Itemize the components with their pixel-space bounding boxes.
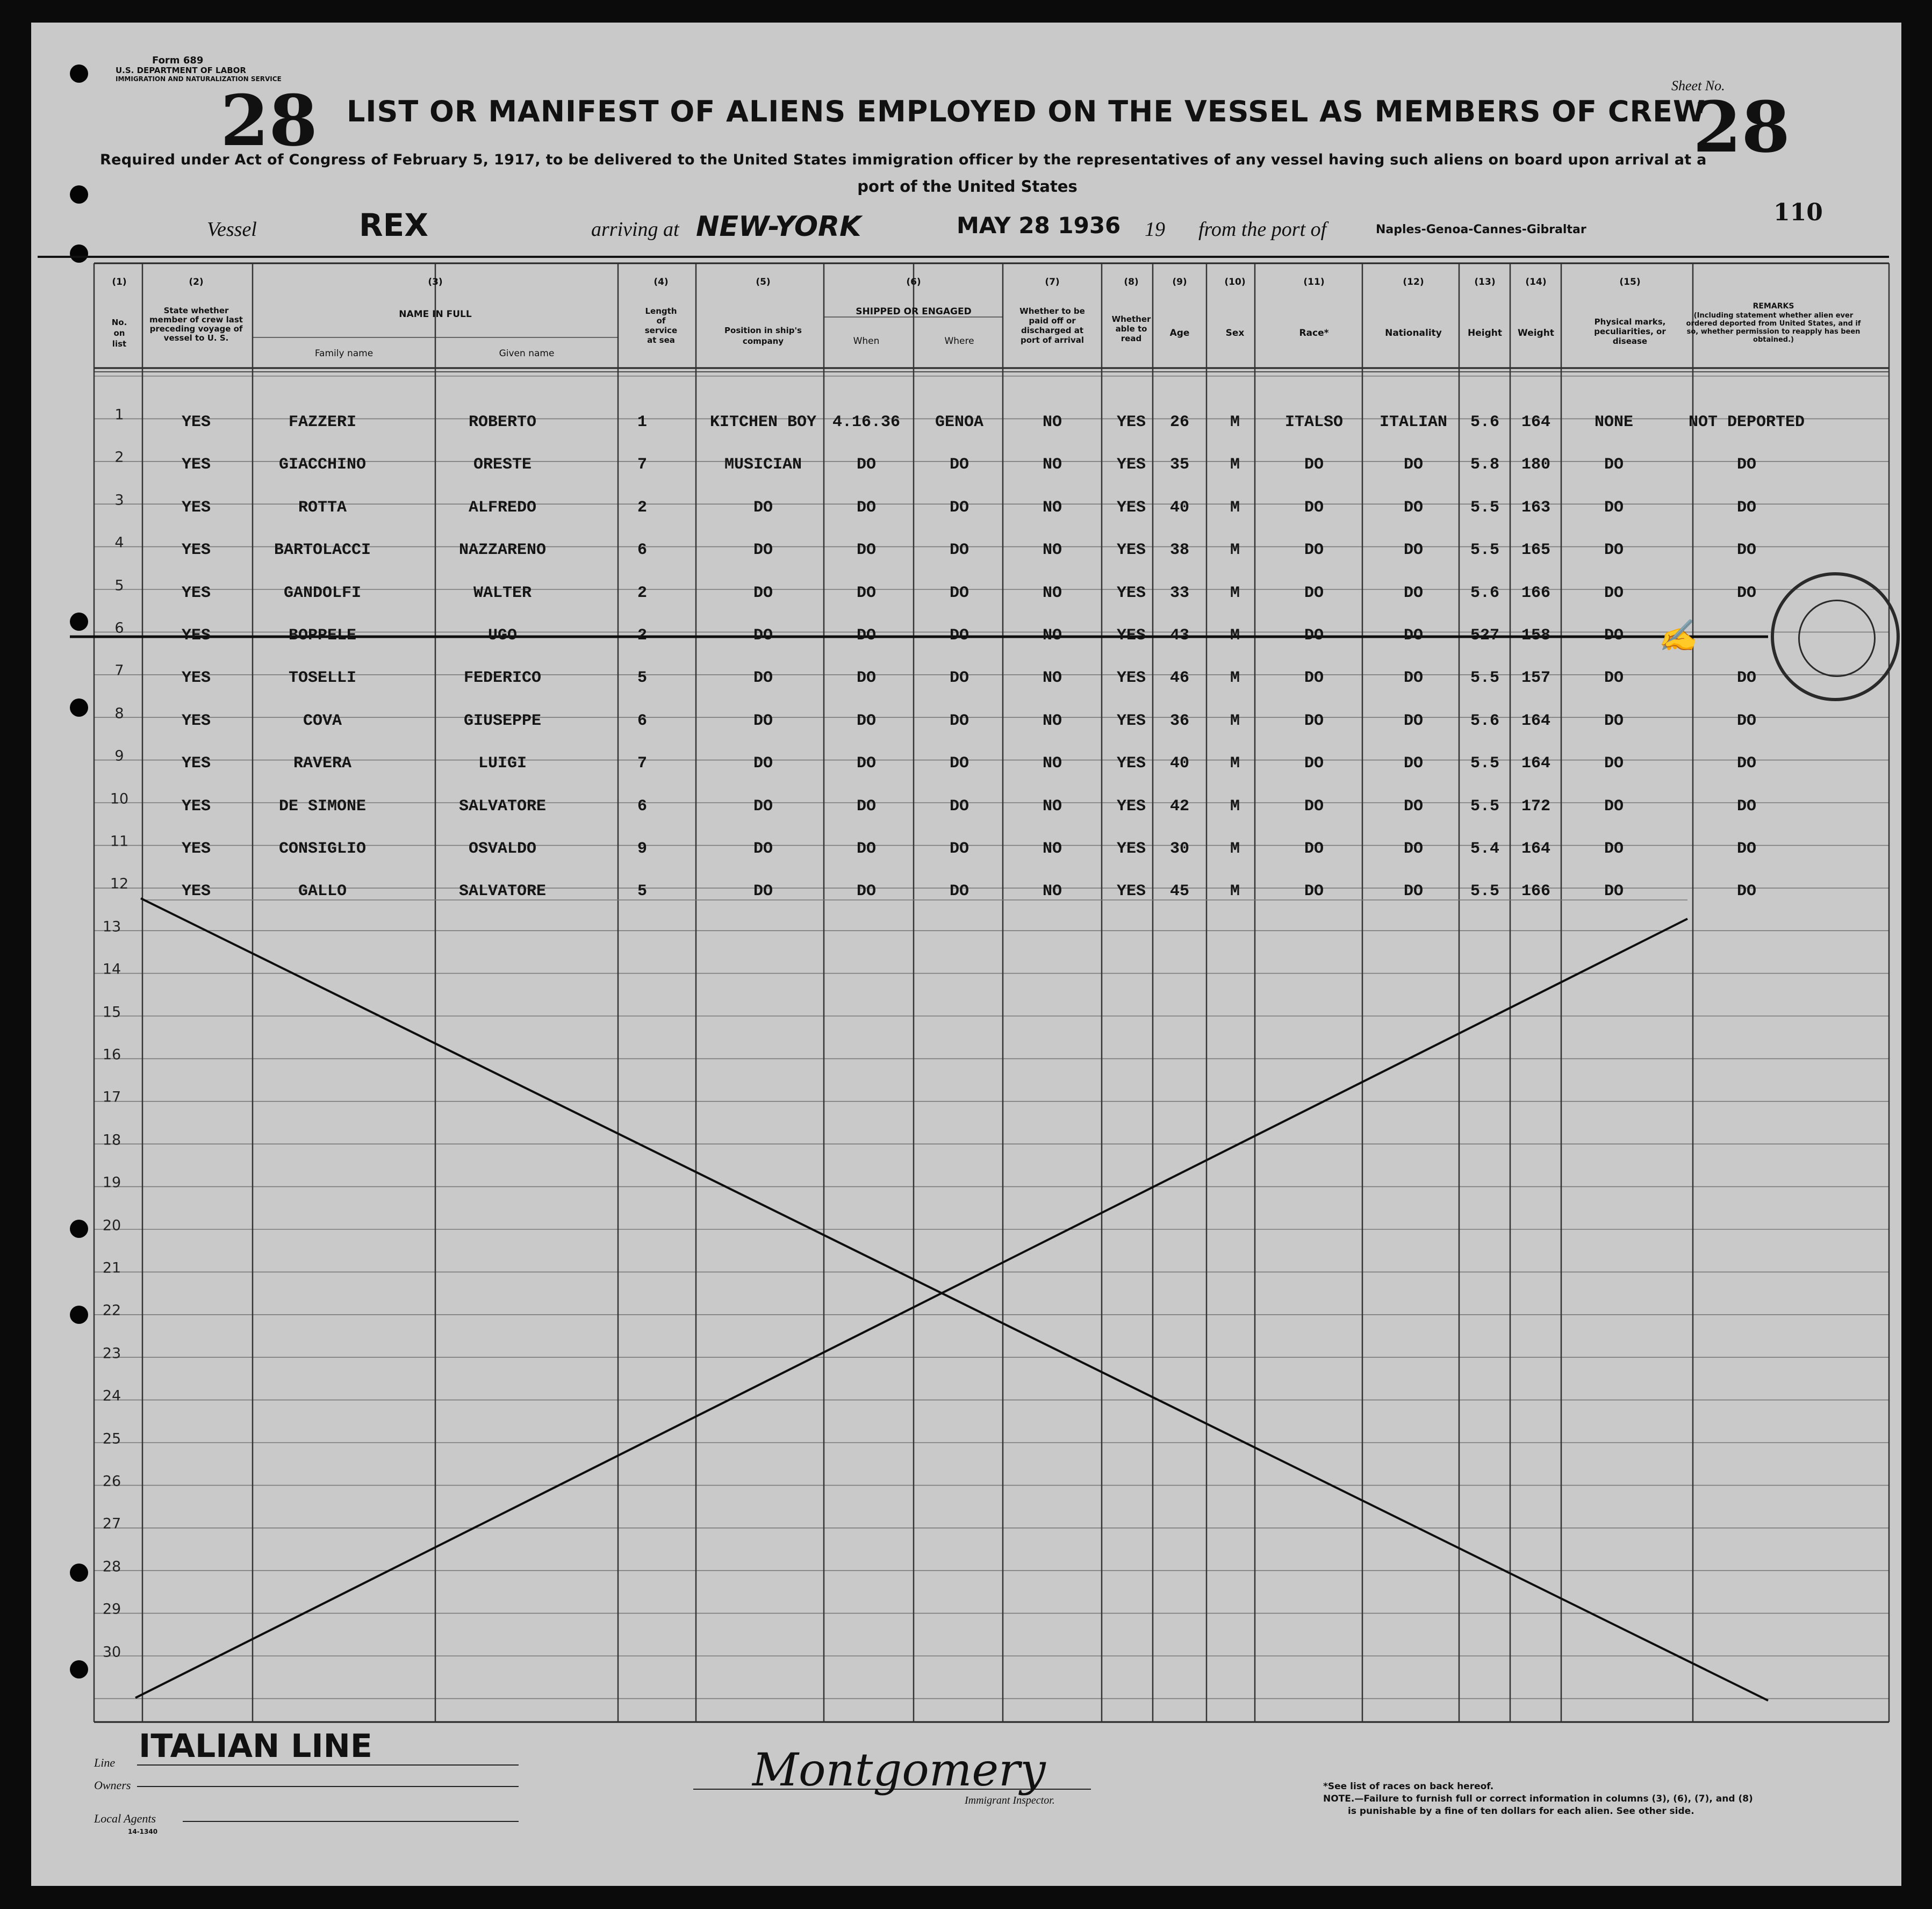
row-number: 12 — [110, 875, 129, 892]
cell-where: DO — [949, 711, 969, 730]
cell-family: FAZZERI — [288, 413, 357, 431]
cell-position: DO — [753, 583, 773, 602]
cell-age: 40 — [1169, 498, 1190, 517]
row-number: 18 — [102, 1132, 121, 1149]
col-num: (2) — [189, 277, 204, 287]
cell-height: 5.6 — [1470, 583, 1500, 602]
col-num: (14) — [1525, 277, 1547, 287]
cell-physical: DO — [1604, 797, 1624, 816]
row-number: 25 — [102, 1430, 121, 1447]
cell-state: YES — [181, 840, 211, 858]
header-family-name: Family name — [314, 348, 374, 359]
vessel-name: REX — [359, 207, 428, 243]
col-num: (7) — [1045, 277, 1060, 287]
row-number: 27 — [102, 1515, 121, 1532]
cell-paid: NO — [1042, 754, 1062, 773]
row-number: 4 — [114, 534, 124, 551]
row-number: 24 — [102, 1387, 121, 1404]
department-name: U.S. DEPARTMENT OF LABOR — [116, 66, 246, 75]
cell-length: 2 — [637, 583, 648, 602]
col-num: (8) — [1124, 277, 1139, 287]
cell-length: 5 — [637, 882, 648, 901]
header-remarks-note: (Including statement whether alien ever ordered deported from United States, and if so, whether permission to reapply has been obtained.) — [1686, 312, 1861, 344]
cell-family: DE SIMONE — [278, 797, 367, 816]
cell-read: YES — [1116, 626, 1146, 645]
cell-sex: M — [1230, 797, 1240, 816]
cell-family: BOPPELE — [288, 626, 357, 645]
col-num: (15) — [1619, 277, 1641, 287]
cell-weight: 164 — [1521, 754, 1551, 773]
row-number: 3 — [114, 492, 124, 509]
col-num: (6) — [906, 277, 921, 287]
cell-when: 4.16.36 — [832, 413, 901, 431]
header-paid-off: Whether to be paid off or discharged at port of arrival — [1019, 306, 1085, 345]
cell-weight: 164 — [1521, 711, 1551, 730]
cell-when: DO — [856, 711, 877, 730]
row-number: 30 — [102, 1644, 121, 1661]
cell-age: 45 — [1169, 882, 1190, 901]
cell-nationality: DO — [1403, 626, 1424, 645]
cell-given: LUIGI — [478, 754, 527, 773]
cell-physical: DO — [1604, 456, 1624, 474]
cell-position: DO — [753, 797, 773, 816]
cell-family: GIACCHINO — [278, 456, 367, 474]
cell-read: YES — [1116, 456, 1146, 474]
cell-race: DO — [1304, 456, 1324, 474]
cell-read: YES — [1116, 498, 1146, 517]
cell-nationality: DO — [1403, 840, 1424, 858]
cell-weight: 180 — [1521, 456, 1551, 474]
cell-given: WALTER — [473, 583, 532, 602]
cell-age: 42 — [1169, 797, 1190, 816]
row-number: 28 — [102, 1558, 121, 1575]
cell-age: 46 — [1169, 669, 1190, 688]
manifest-subtitle-2: port of the United States — [857, 177, 1078, 196]
cell-read: YES — [1116, 541, 1146, 560]
cell-remarks: DO — [1736, 882, 1757, 901]
owners-label: Owners — [94, 1778, 131, 1792]
header-given-name: Given name — [499, 348, 555, 359]
header-state-whether: State whether member of crew last preceding voyage of vessel to U. S. — [149, 306, 243, 343]
list-number: 110 — [1773, 199, 1823, 226]
row-number: 22 — [102, 1302, 121, 1319]
cell-race: DO — [1304, 498, 1324, 517]
header-remarks: REMARKS — [1753, 302, 1794, 311]
cell-height: 5.5 — [1470, 882, 1500, 901]
sheet-number-right: 28 — [1693, 86, 1790, 168]
cell-when: DO — [856, 583, 877, 602]
cell-position: DO — [753, 669, 773, 688]
cell-age: 33 — [1169, 583, 1190, 602]
cell-where: DO — [949, 882, 969, 901]
cell-nationality: DO — [1403, 711, 1424, 730]
cell-when: DO — [856, 626, 877, 645]
cell-paid: NO — [1042, 711, 1062, 730]
row-number: 8 — [114, 705, 124, 722]
cell-family: BARTOLACCI — [274, 541, 371, 560]
cell-age: 38 — [1169, 541, 1190, 560]
cell-paid: NO — [1042, 669, 1062, 688]
cell-race: DO — [1304, 583, 1324, 602]
cell-when: DO — [856, 669, 877, 688]
header-height: Height — [1468, 328, 1502, 338]
cell-family: ROTTA — [298, 498, 347, 517]
cell-when: DO — [856, 498, 877, 517]
cell-physical: DO — [1604, 882, 1624, 901]
cell-state: YES — [181, 413, 211, 431]
cell-where: DO — [949, 626, 969, 645]
cell-paid: NO — [1042, 541, 1062, 560]
cell-weight: 172 — [1521, 797, 1551, 816]
cell-state: YES — [181, 583, 211, 602]
row-number: 11 — [110, 833, 129, 850]
cell-weight: 164 — [1521, 840, 1551, 858]
cell-sex: M — [1230, 626, 1240, 645]
cell-paid: NO — [1042, 413, 1062, 431]
cell-weight: 158 — [1521, 626, 1551, 645]
cell-physical: DO — [1604, 583, 1624, 602]
cell-read: YES — [1116, 583, 1146, 602]
cell-race: DO — [1304, 669, 1324, 688]
col-num: (13) — [1474, 277, 1496, 287]
col-num: (1) — [112, 277, 127, 287]
cell-family: COVA — [303, 711, 342, 730]
inspector-signature: Montgomery — [752, 1744, 1046, 1796]
cell-paid: NO — [1042, 840, 1062, 858]
cell-nationality: ITALIAN — [1379, 413, 1448, 431]
cell-length: 9 — [637, 840, 648, 858]
cell-physical: DO — [1604, 754, 1624, 773]
cell-height: 5.5 — [1470, 754, 1500, 773]
header-sex: Sex — [1225, 328, 1245, 338]
arrival-port: NEW-YORK — [696, 211, 861, 243]
cell-length: 7 — [637, 456, 648, 474]
sheet-label: Sheet No. — [1671, 78, 1725, 93]
col-num: (12) — [1403, 277, 1424, 287]
cell-age: 30 — [1169, 840, 1190, 858]
row-number: 14 — [102, 961, 121, 978]
cell-weight: 166 — [1521, 882, 1551, 901]
form-code: 14-1340 — [128, 1828, 158, 1835]
row-number: 29 — [102, 1601, 121, 1618]
row-number: 13 — [102, 918, 121, 935]
row-number: 23 — [102, 1345, 121, 1362]
cell-physical: DO — [1604, 541, 1624, 560]
row-number: 21 — [102, 1259, 121, 1277]
row-number: 5 — [114, 577, 124, 594]
cell-nationality: DO — [1403, 882, 1424, 901]
cell-where: DO — [949, 456, 969, 474]
cell-length: 2 — [637, 498, 648, 517]
header-shipped-engaged: SHIPPED OR ENGAGED — [856, 306, 972, 317]
cell-height: 5.8 — [1470, 456, 1500, 474]
cell-race: DO — [1304, 541, 1324, 560]
header-when: When — [853, 336, 880, 347]
cell-paid: NO — [1042, 583, 1062, 602]
cell-height: 5.6 — [1470, 711, 1500, 730]
cell-sex: M — [1230, 541, 1240, 560]
cell-paid: NO — [1042, 797, 1062, 816]
cell-sex: M — [1230, 498, 1240, 517]
cell-family: RAVERA — [293, 754, 352, 773]
cell-race: DO — [1304, 840, 1324, 858]
cell-state: YES — [181, 456, 211, 474]
cell-state: YES — [181, 669, 211, 688]
cell-remarks: DO — [1736, 711, 1757, 730]
cell-state: YES — [181, 882, 211, 901]
cell-remarks: DO — [1736, 669, 1757, 688]
cell-race: ITALSO — [1284, 413, 1344, 431]
cell-read: YES — [1116, 711, 1146, 730]
header-no-on-list: No. on list — [111, 318, 127, 349]
cell-nationality: DO — [1403, 669, 1424, 688]
cell-remarks: DO — [1736, 754, 1757, 773]
footnote-fine: NOTE.—Failure to furnish full or correct information in columns (3), (6), (7), and (8) — [1323, 1793, 1753, 1804]
cell-remarks: DO — [1736, 541, 1757, 560]
cell-length: 7 — [637, 754, 648, 773]
cell-race: DO — [1304, 797, 1324, 816]
cell-state: YES — [181, 797, 211, 816]
cell-height: 5.5 — [1470, 669, 1500, 688]
cell-state: YES — [181, 754, 211, 773]
cell-given: SALVATORE — [458, 797, 547, 816]
cell-read: YES — [1116, 669, 1146, 688]
cell-weight: 164 — [1521, 413, 1551, 431]
cell-height: 527 — [1470, 626, 1500, 645]
cell-remarks: DO — [1736, 456, 1757, 474]
cell-read: YES — [1116, 882, 1146, 901]
cell-race: DO — [1304, 754, 1324, 773]
cell-remarks: NOT DEPORTED — [1688, 413, 1805, 431]
cell-nationality: DO — [1403, 797, 1424, 816]
col-num: (11) — [1303, 277, 1325, 287]
year-label: 19 — [1145, 218, 1165, 241]
header-able-read: Whether able to read — [1111, 314, 1151, 343]
cell-physical: DO — [1604, 669, 1624, 688]
cell-physical: DO — [1604, 840, 1624, 858]
manifest-subtitle: Required under Act of Congress of February 5, 1917, to be delivered to the United States immigration officer by the representatives of any vessel having such aliens on board upon arrival at a — [100, 152, 1707, 168]
header-position: Position in ship's company — [724, 326, 802, 346]
header-where: Where — [944, 336, 974, 347]
header-physical: Physical marks, peculiarities, or disease — [1594, 317, 1666, 346]
row-number: 1 — [114, 406, 124, 423]
cell-given: ROBERTO — [468, 413, 537, 431]
cell-length: 6 — [637, 541, 648, 560]
row-number: 7 — [114, 662, 124, 679]
line-name: ITALIAN LINE — [139, 1727, 372, 1765]
cell-race: DO — [1304, 882, 1324, 901]
row-number: 20 — [102, 1217, 121, 1234]
footnote-races: *See list of races on back hereof. — [1323, 1781, 1494, 1792]
departure-ports: Naples-Genoa-Cannes-Gibraltar — [1376, 223, 1586, 236]
cell-weight: 166 — [1521, 583, 1551, 602]
cell-read: YES — [1116, 840, 1146, 858]
cell-where: DO — [949, 583, 969, 602]
col-num: (10) — [1224, 277, 1246, 287]
cell-race: DO — [1304, 626, 1324, 645]
cell-position: DO — [753, 754, 773, 773]
cell-given: ORESTE — [473, 456, 532, 474]
header-race: Race* — [1299, 328, 1329, 338]
cell-where: DO — [949, 797, 969, 816]
cell-race: DO — [1304, 711, 1324, 730]
cell-family: TOSELLI — [288, 669, 357, 688]
cell-age: 40 — [1169, 754, 1190, 773]
cell-physical: DO — [1604, 498, 1624, 517]
service-name: IMMIGRATION AND NATURALIZATION SERVICE — [116, 75, 282, 83]
cell-position: DO — [753, 626, 773, 645]
cell-given: OSVALDO — [468, 840, 537, 858]
cell-read: YES — [1116, 413, 1146, 431]
col-num: (3) — [428, 277, 443, 287]
row-number: 19 — [102, 1174, 121, 1191]
cell-family: CONSIGLIO — [278, 840, 367, 858]
cell-height: 5.5 — [1470, 498, 1500, 517]
cell-state: YES — [181, 626, 211, 645]
cell-family: GANDOLFI — [283, 583, 362, 602]
cell-given: ALFREDO — [468, 498, 537, 517]
form-number: Form 689 — [152, 55, 204, 66]
cell-remarks: DO — [1736, 840, 1757, 858]
cell-height: 5.5 — [1470, 541, 1500, 560]
cell-position: KITCHEN BOY — [709, 413, 817, 431]
cell-position: DO — [753, 882, 773, 901]
agents-label: Local Agents — [94, 1812, 156, 1825]
cell-position: DO — [753, 711, 773, 730]
cell-physical: DO — [1604, 626, 1624, 645]
cell-given: SALVATORE — [458, 882, 547, 901]
cell-where: DO — [949, 754, 969, 773]
cell-given: UGO — [487, 626, 518, 645]
cell-given: NAZZARENO — [458, 541, 547, 560]
cell-nationality: DO — [1403, 498, 1424, 517]
col-num: (4) — [653, 277, 669, 287]
cell-length: 6 — [637, 711, 648, 730]
cell-length: 2 — [637, 626, 648, 645]
cell-age: 26 — [1169, 413, 1190, 431]
row-number: 17 — [102, 1089, 121, 1106]
col-num: (9) — [1172, 277, 1187, 287]
cell-given: GIUSEPPE — [463, 711, 542, 730]
cell-read: YES — [1116, 754, 1146, 773]
cell-position: DO — [753, 498, 773, 517]
row-number: 6 — [114, 619, 124, 637]
cell-when: DO — [856, 797, 877, 816]
cell-sex: M — [1230, 711, 1240, 730]
header-name-in-full: NAME IN FULL — [399, 309, 472, 320]
cell-age: 35 — [1169, 456, 1190, 474]
cell-given: FEDERICO — [463, 669, 542, 688]
line-label: Line — [94, 1756, 116, 1769]
cell-read: YES — [1116, 797, 1146, 816]
footnote-fine-2: is punishable by a fine of ten dollars for each alien. See other side. — [1348, 1806, 1694, 1817]
cell-position: DO — [753, 541, 773, 560]
cell-sex: M — [1230, 456, 1240, 474]
row-number: 2 — [114, 449, 124, 466]
row-number: 9 — [114, 747, 124, 765]
cell-state: YES — [181, 711, 211, 730]
cell-where: DO — [949, 669, 969, 688]
cell-sex: M — [1230, 413, 1240, 431]
cell-remarks: DO — [1736, 797, 1757, 816]
cell-age: 36 — [1169, 711, 1190, 730]
cell-sex: M — [1230, 840, 1240, 858]
arriving-label: arriving at — [591, 218, 679, 241]
cell-paid: NO — [1042, 626, 1062, 645]
cell-when: DO — [856, 754, 877, 773]
cell-when: DO — [856, 541, 877, 560]
cell-height: 5.5 — [1470, 797, 1500, 816]
cell-remarks: DO — [1736, 583, 1757, 602]
cell-weight: 157 — [1521, 669, 1551, 688]
cell-family: GALLO — [298, 882, 347, 901]
cell-physical: DO — [1604, 711, 1624, 730]
cell-where: GENOA — [935, 413, 984, 431]
cell-nationality: DO — [1403, 754, 1424, 773]
cell-height: 5.6 — [1470, 413, 1500, 431]
cell-nationality: DO — [1403, 541, 1424, 560]
arrival-date: MAY 28 1936 — [957, 212, 1121, 239]
vessel-label: Vessel — [207, 218, 257, 241]
cell-state: YES — [181, 541, 211, 560]
cell-position: MUSICIAN — [724, 456, 802, 474]
cell-length: 1 — [637, 413, 648, 431]
row-number: 26 — [102, 1473, 121, 1490]
cell-length: 5 — [637, 669, 648, 688]
cell-when: DO — [856, 840, 877, 858]
row-number: 16 — [102, 1046, 121, 1063]
header-nationality: Nationality — [1385, 328, 1442, 338]
header-length-service: Length of service at sea — [644, 306, 678, 345]
cell-where: DO — [949, 498, 969, 517]
cell-length: 6 — [637, 797, 648, 816]
cell-nationality: DO — [1403, 583, 1424, 602]
cell-remarks: DO — [1736, 498, 1757, 517]
cell-physical: NONE — [1594, 413, 1634, 431]
row-number: 10 — [110, 790, 129, 808]
cell-state: YES — [181, 498, 211, 517]
cell-weight: 163 — [1521, 498, 1551, 517]
cell-nationality: DO — [1403, 456, 1424, 474]
cell-weight: 165 — [1521, 541, 1551, 560]
cell-age: 43 — [1169, 626, 1190, 645]
header-age: Age — [1169, 328, 1190, 338]
cell-sex: M — [1230, 583, 1240, 602]
row-number: 15 — [102, 1004, 121, 1021]
from-port-label: from the port of — [1198, 218, 1327, 241]
cell-sex: M — [1230, 669, 1240, 688]
header-weight: Weight — [1518, 328, 1554, 338]
cell-when: DO — [856, 456, 877, 474]
cell-height: 5.4 — [1470, 840, 1500, 858]
cell-when: DO — [856, 882, 877, 901]
cell-paid: NO — [1042, 882, 1062, 901]
cell-sex: M — [1230, 882, 1240, 901]
cell-sex: M — [1230, 754, 1240, 773]
col-num: (5) — [756, 277, 771, 287]
cell-paid: NO — [1042, 498, 1062, 517]
cell-where: DO — [949, 541, 969, 560]
cell-paid: NO — [1042, 456, 1062, 474]
cell-where: DO — [949, 840, 969, 858]
sheet-number-left: 28 — [220, 80, 318, 162]
cell-position: DO — [753, 840, 773, 858]
initials-row-6: ✍ — [1658, 618, 1697, 653]
inspector-label: Immigrant Inspector. — [965, 1795, 1055, 1806]
manifest-title: LIST OR MANIFEST OF ALIENS EMPLOYED ON THE VESSEL AS MEMBERS OF CREW — [347, 95, 1706, 128]
